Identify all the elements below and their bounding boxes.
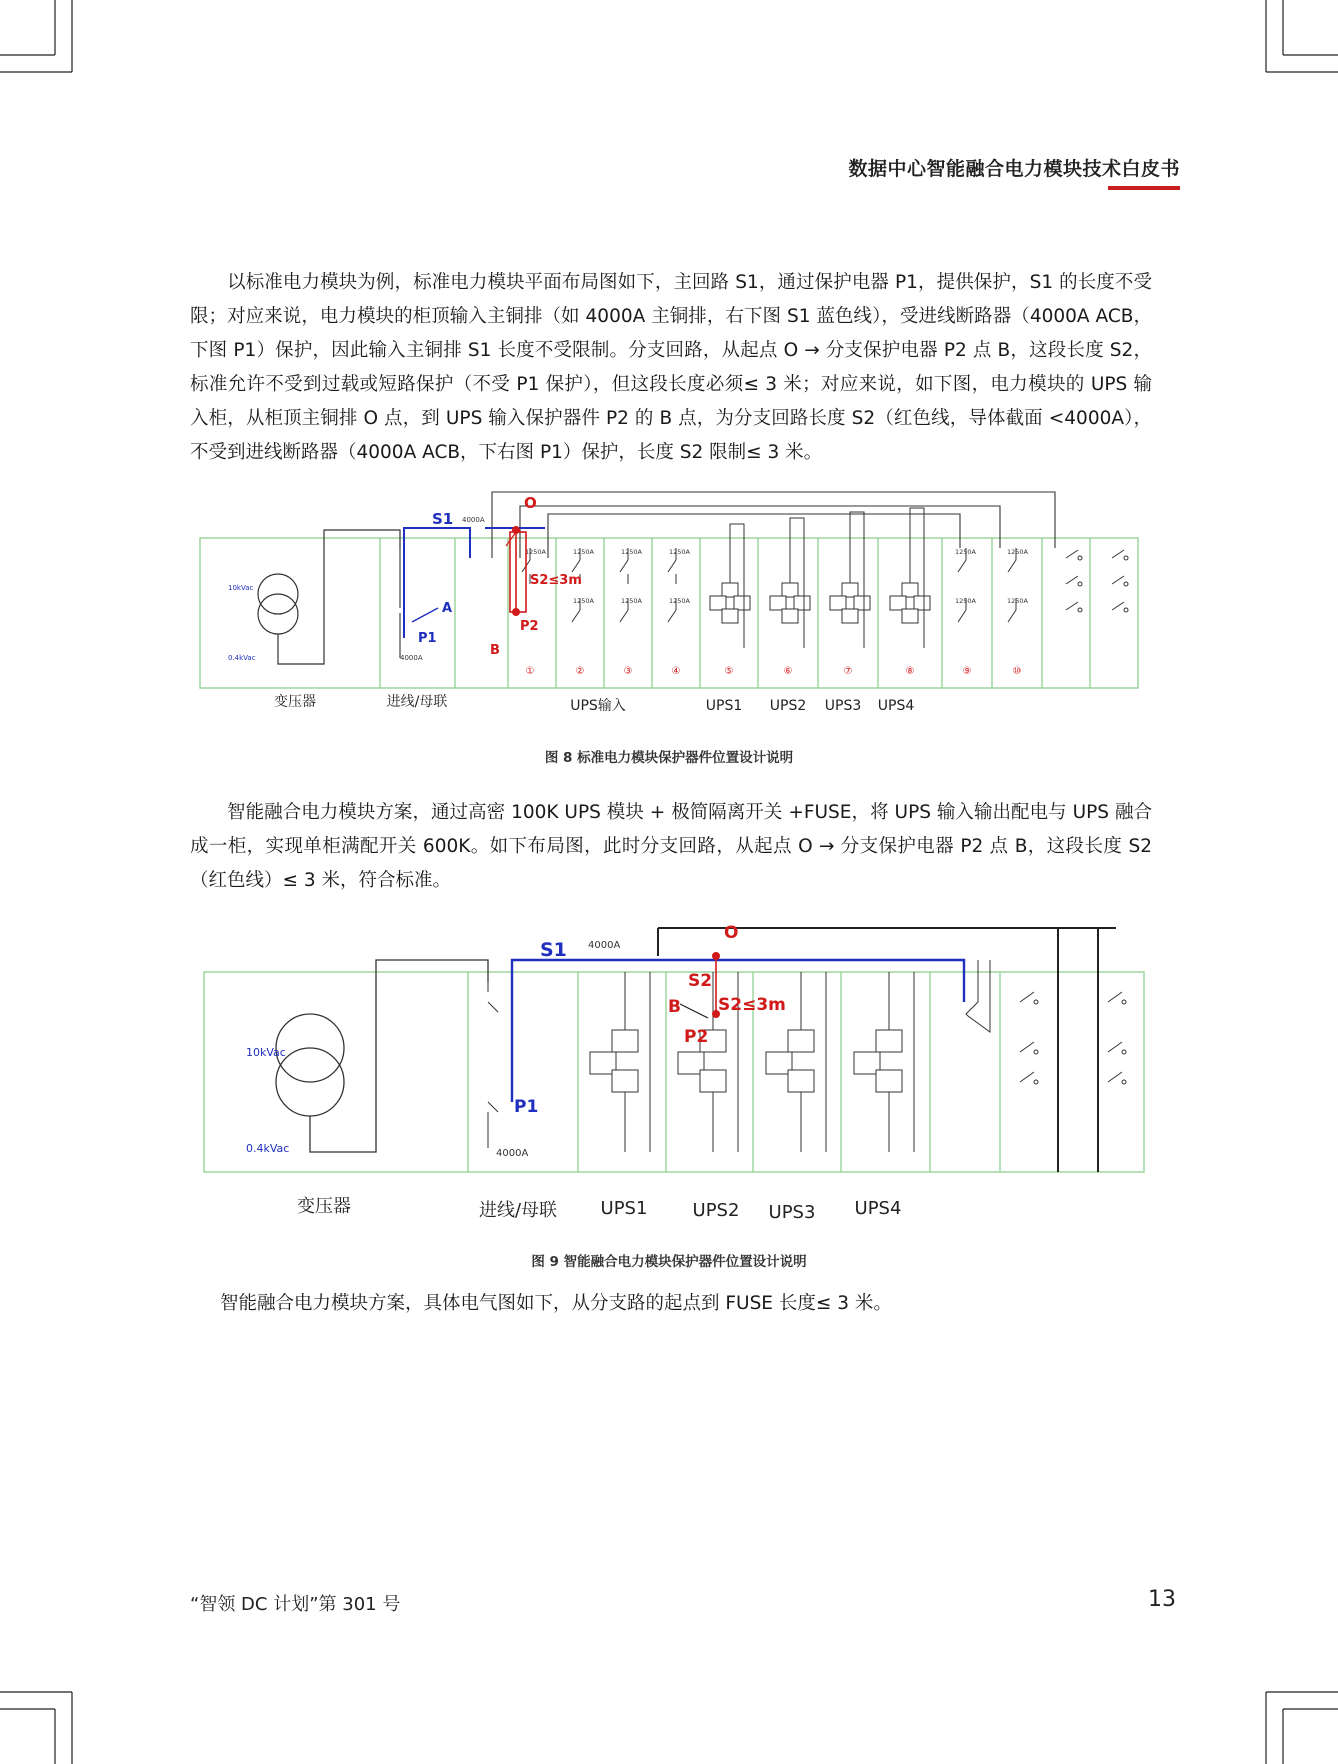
svg-text:UPS4: UPS4 [877, 698, 915, 714]
svg-text:UPS输入: UPS输入 [570, 698, 626, 714]
svg-text:O: O [724, 923, 739, 943]
figure-8-diagram [0, 488, 1338, 738]
paragraph-3-text: 智能融合电力模块方案，具体电气图如下，从分支路的起点到 FUSE 长度≤ 3 米。 [220, 1293, 892, 1314]
svg-text:S1: S1 [540, 939, 567, 961]
svg-text:P2: P2 [520, 619, 539, 634]
paragraph-2 [190, 796, 1152, 898]
svg-text:④: ④ [671, 666, 681, 677]
outgoing-switches [1066, 550, 1128, 612]
ups-module-symbols [710, 583, 930, 623]
cabinet-numbers [526, 666, 1022, 677]
svg-text:1250A: 1250A [573, 597, 594, 605]
svg-text:P1: P1 [514, 1097, 539, 1117]
svg-text:1250A: 1250A [525, 548, 546, 556]
svg-text:UPS3: UPS3 [824, 698, 862, 714]
svg-text:⑩: ⑩ [1012, 666, 1022, 677]
svg-text:1250A: 1250A [573, 548, 594, 556]
point-o-marker [712, 952, 720, 960]
svg-text:A: A [442, 601, 453, 616]
svg-text:1250A: 1250A [621, 597, 642, 605]
fig8-section-labels [274, 693, 914, 714]
svg-text:1250A: 1250A [669, 597, 690, 605]
point-b-marker [512, 608, 520, 616]
figure-9-diagram [0, 912, 1338, 1232]
svg-text:B: B [668, 997, 681, 1017]
svg-text:P1: P1 [418, 631, 437, 646]
paragraph-1-text: 以标准电力模块为例，标准电力模块平面布局图如下，主回路 S1，通过保护电器 P1，提供保护，S1 的长度不受限；对应来说，电力模块的柜顶输入主铜排（如 4000A 主铜排，右下图 S1 蓝色线），受进线断路器（4000A ACB，下图 P1）保护，因此输入主铜排 S1 长度不受限制。分支回路，从起点 O → 分支保护电器 P2 点 B，这段长度 S2，标准允许不受到过载或短路保护（不受 P1 保护），但这段长度必须≤ 3 米；对应来说，如下图，电力模块的 UPS 输入柜，从柜顶主铜排 O 点，到 UPS 输入保护器件 P2 的 B 点，为分支回路长度 S2（红色线，导体截面 <4000A），不受到进线断路器（4000A ACB，下右图 P1）保护，长度 S2 限制≤ 3 米。 [190, 272, 1152, 463]
svg-text:进线/母联: 进线/母联 [478, 1200, 558, 1221]
svg-text:S2≤3m: S2≤3m [530, 573, 582, 588]
fig8-lv-label: 0.4kVac [228, 654, 256, 662]
svg-text:UPS4: UPS4 [854, 1198, 902, 1219]
svg-text:⑦: ⑦ [843, 666, 853, 677]
svg-text:B: B [490, 643, 500, 658]
transformer-symbol [258, 530, 400, 664]
svg-text:1250A: 1250A [669, 548, 690, 556]
figure-8-caption: 图 8 标准电力模块保护器件位置设计说明 [544, 750, 794, 766]
page-number: 13 [1148, 1587, 1176, 1612]
paragraph-3 [190, 1287, 1152, 1321]
svg-text:0.4kVac: 0.4kVac [246, 1142, 290, 1155]
transformer-symbol [276, 960, 488, 1152]
svg-text:UPS1: UPS1 [600, 1198, 648, 1219]
svg-text:1250A: 1250A [1007, 548, 1028, 556]
svg-text:10kVac: 10kVac [246, 1046, 286, 1059]
fig8-s1-label: S1 [432, 510, 454, 528]
svg-text:UPS2: UPS2 [769, 698, 807, 714]
svg-text:进线/母联: 进线/母联 [386, 694, 448, 710]
header-accent-rule [1108, 186, 1180, 190]
svg-text:4000A: 4000A [400, 654, 423, 662]
svg-text:P2: P2 [684, 1027, 709, 1047]
svg-text:⑨: ⑨ [962, 666, 972, 677]
cabinet-frames [200, 538, 1138, 688]
figure-9-caption: 图 9 智能融合电力模块保护器件位置设计说明 [531, 1254, 807, 1270]
svg-text:变压器: 变压器 [297, 1196, 351, 1217]
paragraph-2-text: 智能融合电力模块方案，通过高密 100K UPS 模块 + 极简隔离开关 +FUSE，将 UPS 输入输出配电与 UPS 融合成一柜，实现单柜满配开关 600K。如下布局图，此时分支回路，从起点 O → 分支保护电器 P2 点 B，这段长度 S2（红色线）≤ 3 米，符合标准。 [190, 802, 1152, 891]
svg-text:UPS1: UPS1 [705, 698, 743, 714]
busbar-lines [400, 492, 1055, 658]
svg-text:4000A: 4000A [588, 940, 621, 951]
svg-text:1250A: 1250A [1007, 597, 1028, 605]
svg-text:③: ③ [623, 666, 633, 677]
footer-publication: “智领 DC 计划”第 301 号 [190, 1594, 401, 1615]
svg-text:UPS3: UPS3 [768, 1202, 816, 1223]
svg-text:⑥: ⑥ [783, 666, 793, 677]
svg-text:②: ② [575, 666, 585, 677]
ups-module-symbols [590, 1030, 902, 1092]
svg-text:4000A: 4000A [462, 516, 485, 524]
svg-text:变压器: 变压器 [274, 694, 316, 710]
svg-text:①: ① [525, 666, 535, 677]
svg-text:O: O [524, 494, 537, 512]
fig9-section-labels [297, 1196, 901, 1223]
fig8-hv-label: 10kVac [228, 584, 254, 592]
svg-text:1250A: 1250A [955, 597, 976, 605]
svg-text:⑤: ⑤ [724, 666, 734, 677]
svg-text:UPS2: UPS2 [692, 1200, 740, 1221]
svg-text:S2: S2 [688, 971, 713, 991]
svg-text:4000A: 4000A [496, 1148, 529, 1159]
svg-text:1250A: 1250A [621, 548, 642, 556]
running-header: 数据中心智能融合电力模块技术白皮书 [848, 158, 1180, 180]
svg-text:1250A: 1250A [955, 548, 976, 556]
paragraph-1 [190, 266, 1152, 470]
svg-text:⑧: ⑧ [905, 666, 915, 677]
svg-text:S2≤3m: S2≤3m [718, 995, 786, 1015]
outgoing-switches [1020, 992, 1126, 1084]
